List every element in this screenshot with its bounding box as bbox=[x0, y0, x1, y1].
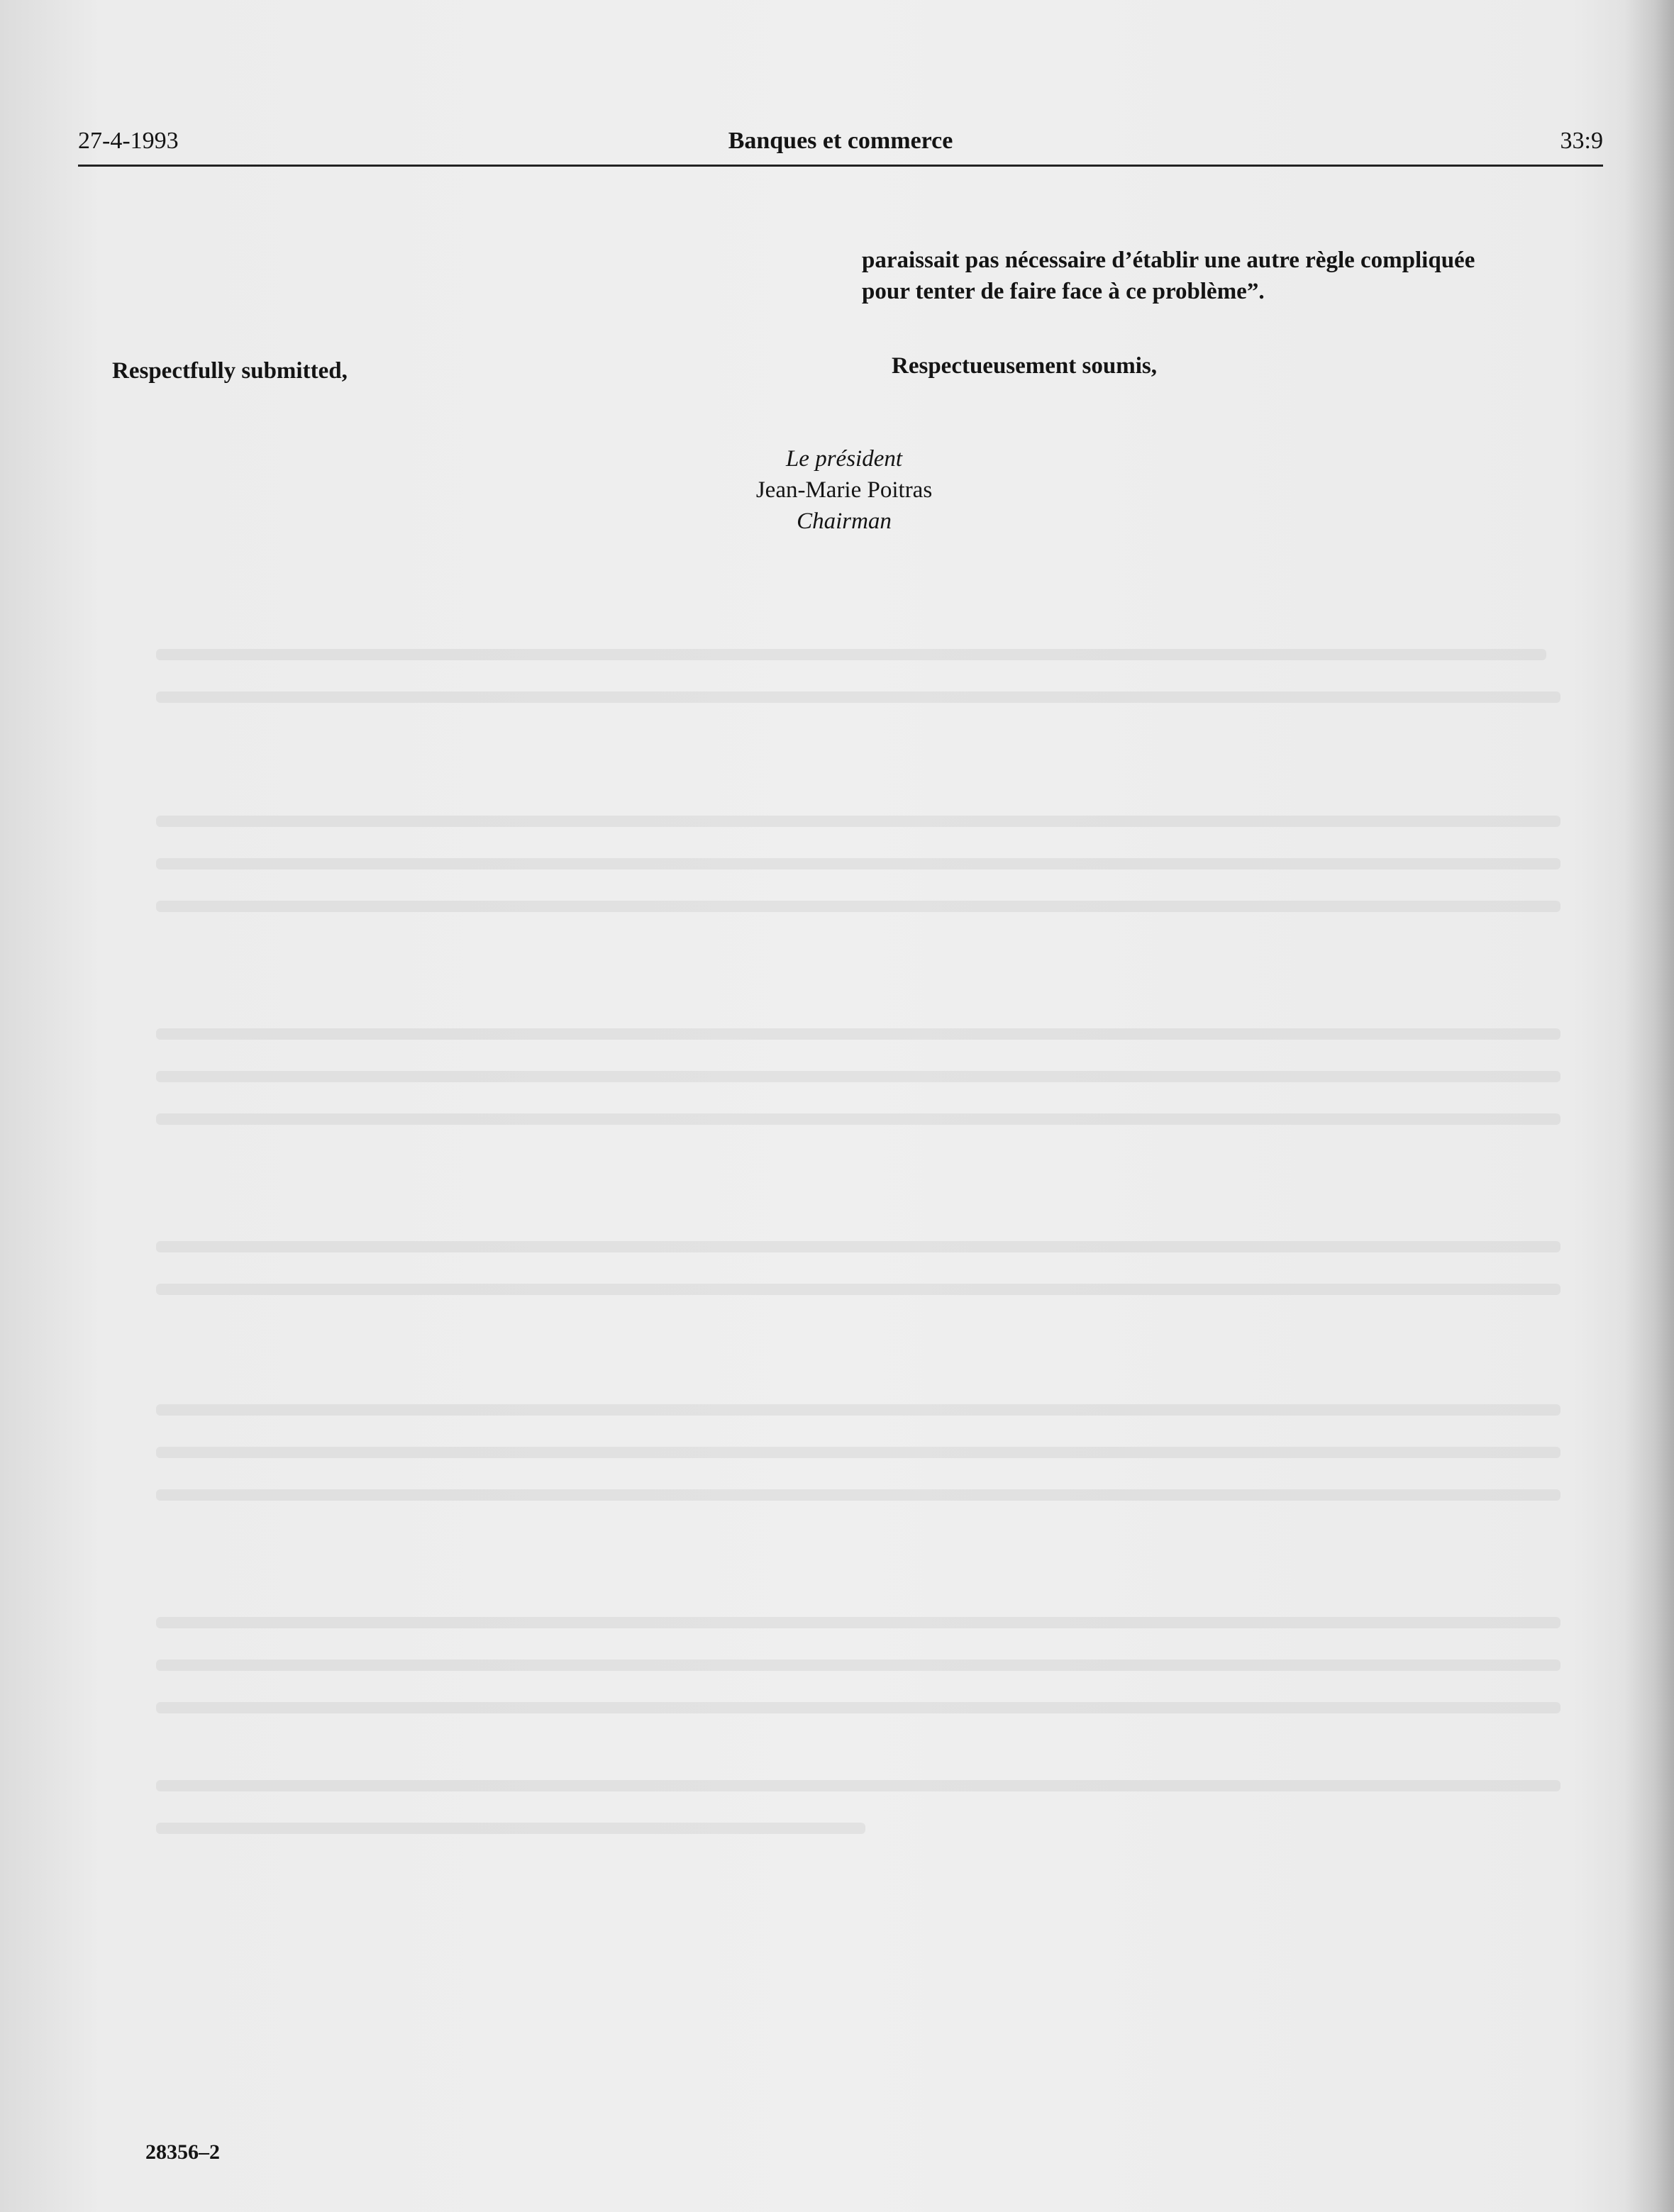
running-header bbox=[78, 128, 1603, 167]
french-line-1: paraissait pas nécessaire d’établir une autre règle compliquée bbox=[862, 248, 1475, 273]
bleed-through-line bbox=[156, 1660, 1561, 1671]
closing-english: Respectfully submitted, bbox=[112, 358, 348, 384]
bleed-through-line bbox=[156, 1113, 1561, 1125]
bleed-through-line bbox=[156, 858, 1561, 869]
print-job-number: 28356–2 bbox=[145, 2140, 220, 2164]
bleed-through-line bbox=[156, 816, 1561, 827]
header-title: Banques et commerce bbox=[728, 128, 953, 154]
french-paragraph bbox=[862, 245, 1571, 307]
page-edge-shadow bbox=[1624, 0, 1674, 2212]
header-date: 27-4-1993 bbox=[78, 128, 179, 154]
bleed-through-line bbox=[156, 1702, 1561, 1713]
bleed-through-line bbox=[156, 1284, 1561, 1295]
bleed-through-line bbox=[156, 901, 1561, 912]
bleed-through-line bbox=[156, 1489, 1561, 1501]
signature-title-english: Chairman bbox=[797, 508, 892, 534]
bleed-through-line bbox=[156, 1617, 1561, 1628]
signature-title-french: Le président bbox=[785, 446, 903, 472]
french-line-2: pour tenter de faire face à ce problème”. bbox=[862, 279, 1265, 304]
bleed-through-line bbox=[156, 1241, 1561, 1252]
bleed-through-line bbox=[156, 1404, 1561, 1416]
closing-french: Respectueusement soumis, bbox=[892, 353, 1157, 379]
bleed-through-line bbox=[156, 1071, 1561, 1082]
bleed-through-line bbox=[156, 649, 1546, 660]
bleed-through-line bbox=[156, 1028, 1561, 1040]
bleed-through-line bbox=[156, 691, 1561, 703]
header-page-number: 33:9 bbox=[1560, 128, 1603, 154]
bleed-through-line bbox=[156, 1780, 1561, 1791]
bleed-through-line bbox=[156, 1447, 1561, 1458]
signature-block bbox=[674, 443, 1014, 537]
signature-name: Jean-Marie Poitras bbox=[755, 477, 933, 503]
bleed-through-line bbox=[156, 1823, 865, 1834]
